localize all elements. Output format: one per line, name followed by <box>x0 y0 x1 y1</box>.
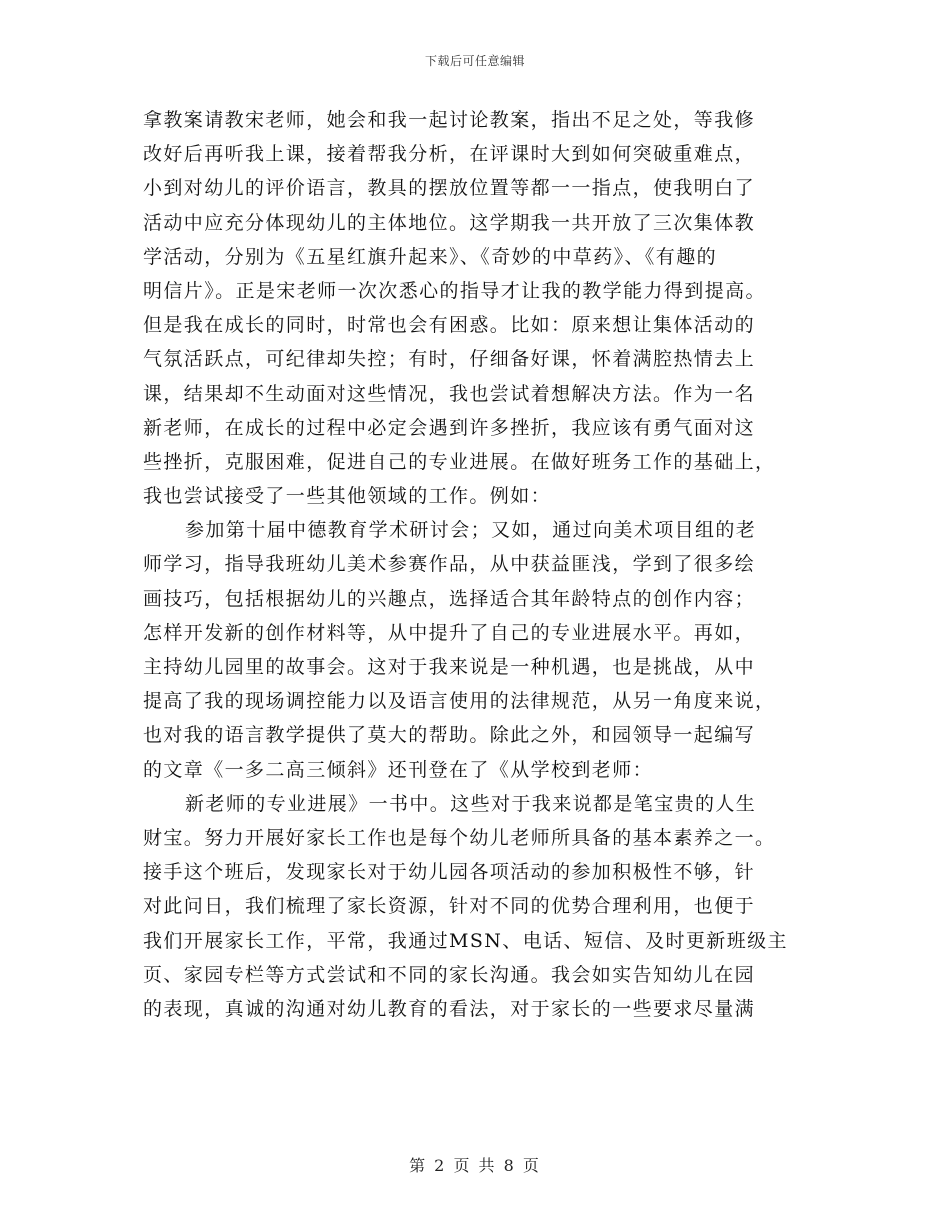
text-line: 师学习，指导我班幼儿美术参赛作品，从中获益匪浅，学到了很多绘 <box>143 553 756 576</box>
text-line: 课，结果却不生动面对这些情况，我也尝试着想解决方法。作为一名 <box>143 382 756 405</box>
text-line: 的文章《一多二高三倾斜》还刊登在了《从学校到老师： <box>143 758 654 781</box>
text-line: 活动中应充分体现幼儿的主体地位。这学期我一共开放了三次集体教 <box>143 211 756 234</box>
text-line: 但是我在成长的同时，时常也会有困惑。比如：原来想让集体活动的 <box>143 314 756 337</box>
text-line: 学活动，分别为《五星红旗升起来》、《奇妙的中草药》、《有趣的 <box>143 245 718 268</box>
text-line: 些挫折，克服困难，促进自己的专业进展。在做好班务工作的基础上， <box>143 450 776 473</box>
text-line: 新老师，在成长的过程中必定会遇到许多挫折，我应该有勇气面对这 <box>143 416 756 439</box>
text-line: 拿教案请教宋老师，她会和我一起讨论教案，指出不足之处，等我修 <box>143 109 756 131</box>
text-line: 主持幼儿园里的故事会。这对于我来说是一种机遇，也是挑战，从中 <box>143 656 756 678</box>
text-line: 改好后再听我上课，接着帮我分析，在评课时大到如何突破重难点， <box>143 143 756 166</box>
text-line: 参加第十届中德教育学术研讨会；又如，通过向美术项目组的老 <box>185 519 757 542</box>
text-line: 小到对幼儿的评价语言，教具的摆放位置等都一一指点，使我明白了 <box>143 177 756 200</box>
page-number-footer: 第 2 页 共 8 页 <box>409 1156 541 1175</box>
text-line: 怎样开发新的创作材料等，从中提升了自己的专业进展水平。再如， <box>143 621 756 644</box>
text-line: 明信片》。正是宋老师一次次悉心的指导才让我的教学能力得到提高。 <box>143 279 766 302</box>
text-line: 提高了我的现场调控能力以及语言使用的法律规范，从另一角度来说， <box>143 690 776 713</box>
text-line: 对此问日，我们梳理了家长资源，针对不同的优势合理利用，也便于 <box>143 895 756 918</box>
text-line: 新老师的专业进展》一书中。这些对于我来说都是笔宝贵的人生 <box>185 792 757 815</box>
body-text <box>143 103 811 1026</box>
text-line: 页、家园专栏等方式尝试和不同的家长沟通。我会如实告知幼儿在园 <box>143 963 756 986</box>
text-line: 我也尝试接受了一些其他领域的工作。例如： <box>143 485 552 508</box>
text-line: 我们开展家长工作，平常，我通过MSN、电话、短信、及时更新班级主 <box>143 929 788 952</box>
page-header-note: 下载后可任意编辑 <box>424 54 525 68</box>
text-line: 财宝。努力开展好家长工作也是每个幼儿老师所具备的基本素养之一。 <box>143 826 776 849</box>
text-line: 气氛活跃点，可纪律却失控；有时，仔细备好课，怀着满腔热情去上 <box>143 348 756 371</box>
text-line: 也对我的语言教学提供了莫大的帮助。除此之外，和园领导一起编写 <box>143 724 756 747</box>
text-line: 画技巧，包括根据幼儿的兴趣点，选择适合其年龄特点的创作内容； <box>143 587 756 610</box>
text-line: 的表现，真诚的沟通对幼儿教育的看法，对于家长的一些要求尽量满 <box>143 997 756 1020</box>
text-line: 接手这个班后，发现家长对于幼儿园各项活动的参加积极性不够，针 <box>143 861 756 884</box>
